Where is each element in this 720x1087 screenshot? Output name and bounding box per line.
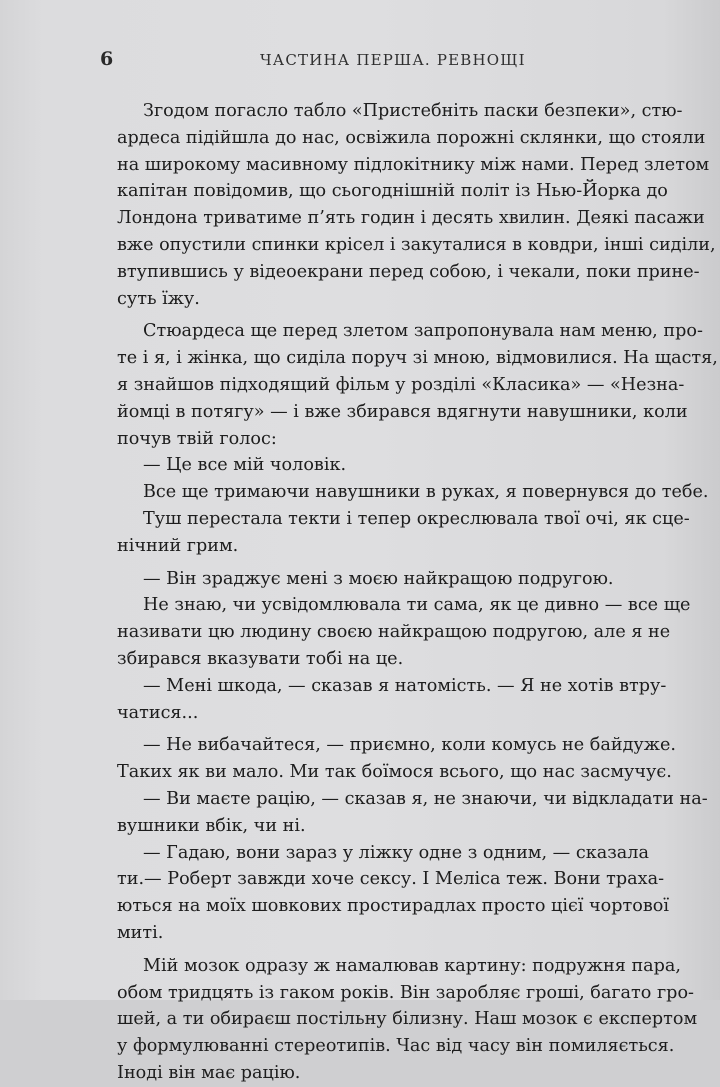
text-line: — Ви маєте рацію, — сказав я, не знаючи, чи відкладати на-	[143, 788, 708, 809]
paragraph	[117, 452, 637, 479]
paragraph	[117, 479, 709, 506]
paragraph	[117, 318, 718, 452]
paragraph	[117, 840, 669, 947]
text-line: Все ще тримаючи навушники в руках, я повернувся до тебе.	[143, 482, 709, 503]
text-line: — Не вибачайтеся, — приємно, коли комусь не байдуже.	[143, 735, 676, 756]
text-line: — Він зраджує мені з моєю найкращою подругою.	[143, 568, 614, 589]
text-line: суть їжу.	[117, 288, 200, 309]
paragraph	[117, 506, 690, 560]
text-line: Іноді він має рацію.	[117, 1062, 301, 1083]
text-line: Стюардеса ще перед злетом запропонувала нам меню, про-	[143, 321, 703, 342]
text-line: чатися...	[117, 702, 199, 723]
text-line: Згодом погасло табло «Пристебніть паски безпеки», стю-	[143, 101, 683, 121]
text-line: у формулюванні стереотипів. Час від часу він помиляється.	[117, 1036, 675, 1057]
page-number: 6	[100, 48, 114, 70]
text-line: шей, а ти обираєш постільну білизну. Наш мозок є експертом	[117, 1009, 698, 1030]
text-line: Лондона триватиме п’ять годин і десять хвилин. Деякі пасажи	[117, 208, 705, 229]
text-line: ти.— Роберт завжди хоче сексу. І Меліса теж. Вони траха-	[117, 869, 665, 890]
text-line: втупившись у відеоекрани перед собою, і чекали, поки прине-	[117, 261, 700, 282]
text-line: — Це все мій чоловік.	[143, 455, 347, 476]
running-title: ЧАСТИНА ПЕРША. РЕВНОЩІ	[260, 51, 526, 69]
text-line: нічний грим.	[117, 535, 239, 556]
paragraph	[117, 786, 708, 840]
text-line: Таких як ви мало. Ми так боїмося всього, що нас засмучує.	[117, 762, 672, 783]
text-line: капітан повідомив, що сьогоднішній політ із Нью-Йорка до	[117, 181, 668, 202]
text-line: збирався вказувати тобі на це.	[117, 648, 404, 669]
paragraph	[117, 98, 716, 312]
text-line: ардеса підійшла до нас, освіжила порожні склянки, що стояли	[117, 127, 706, 148]
text-line: почув твій голос:	[117, 428, 277, 449]
text-line: миті.	[117, 922, 164, 943]
text-line: — Мені шкода, — сказав я натомість. — Я не хотів втру-	[143, 675, 667, 696]
text-line: на широкому масивному підлокітнику між нами. Перед злетом	[117, 154, 710, 175]
text-line: вже опустили спинки крісел і закуталися в ковдри, інші сиділи,	[117, 234, 716, 255]
text-line: Туш перестала текти і тепер окреслювала твої очі, як сце-	[143, 508, 690, 529]
text-line: йомці в потягу» — і вже збирався вдягнути навушники, коли	[117, 401, 688, 422]
text-line: те і я, і жінка, що сиділа поруч зі мною, відмовилися. На щастя,	[117, 348, 718, 369]
text-line: Не знаю, чи усвідомлювала ти сама, як це дивно — все ще	[143, 595, 691, 616]
text-line: — Гадаю, вони зараз у ліжку одне з одним, — сказала	[143, 842, 649, 863]
text-line: називати цю людину своєю найкращою подругою, але я не	[117, 622, 671, 643]
body-text	[117, 98, 718, 1087]
text-line: я знайшов підходящий фільм у розділі «Класика» — «Незна-	[117, 374, 685, 395]
paragraph	[117, 732, 676, 786]
paragraph	[117, 592, 691, 672]
text-line: обом тридцять із гаком років. Він заробляє гроші, багато гро-	[117, 982, 694, 1003]
paragraph	[117, 566, 637, 593]
text-line: Мій мозок одразу ж намалював картину: подружня пара,	[143, 955, 682, 976]
paragraph	[117, 953, 698, 1087]
paragraph	[117, 673, 667, 727]
page-header	[0, 48, 720, 78]
text-line: ються на моїх шовкових простирадлах просто цієї чортової	[117, 896, 669, 917]
text-line: вушники вбік, чи ні.	[117, 815, 306, 836]
